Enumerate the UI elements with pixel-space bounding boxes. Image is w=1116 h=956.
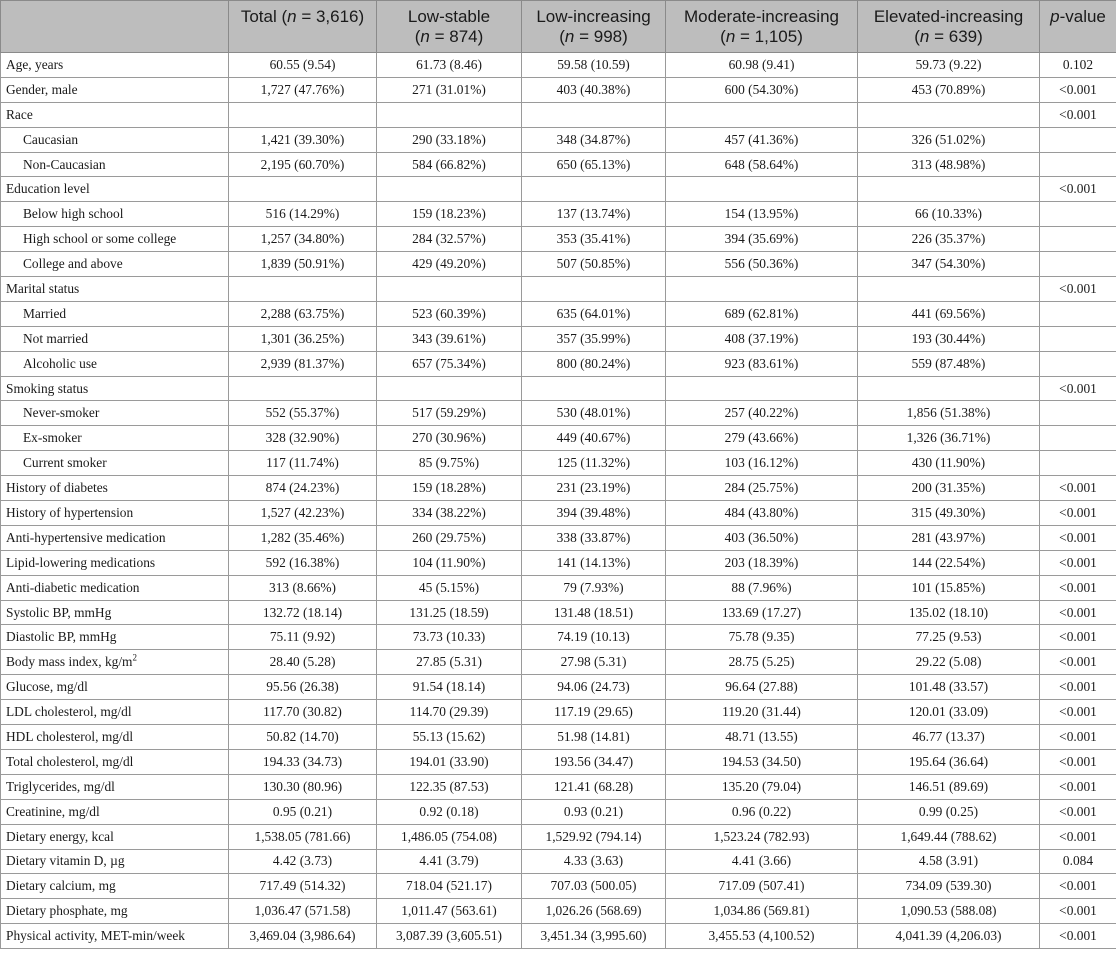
row-label: High school or some college [1, 227, 229, 252]
row-label: Dietary vitamin D, µg [1, 849, 229, 874]
value-cell: 117.19 (29.65) [522, 700, 666, 725]
value-cell: 154 (13.95%) [666, 202, 858, 227]
value-cell: 144 (22.54%) [858, 550, 1040, 575]
p-value-cell [1040, 326, 1116, 351]
value-cell: 0.92 (0.18) [377, 799, 522, 824]
value-cell: 516 (14.29%) [229, 202, 377, 227]
row-label: Alcoholic use [1, 351, 229, 376]
table-row [1, 725, 1116, 750]
value-cell: 117 (11.74%) [229, 451, 377, 476]
value-cell: 4.41 (3.79) [377, 849, 522, 874]
value-cell [377, 376, 522, 401]
header-group: Low-increasing (n = 998) [522, 1, 666, 53]
table-row [1, 102, 1116, 127]
table-row [1, 749, 1116, 774]
row-label: Triglycerides, mg/dl [1, 774, 229, 799]
table-row [1, 227, 1116, 252]
p-value-cell: <0.001 [1040, 102, 1116, 127]
row-label: Gender, male [1, 77, 229, 102]
value-cell: 88 (7.96%) [666, 575, 858, 600]
value-cell: 270 (30.96%) [377, 426, 522, 451]
value-cell [377, 177, 522, 202]
table-row [1, 824, 1116, 849]
value-cell [858, 177, 1040, 202]
value-cell: 73.73 (10.33) [377, 625, 522, 650]
table-header [1, 1, 1116, 53]
value-cell: 131.48 (18.51) [522, 600, 666, 625]
value-cell: 923 (83.61%) [666, 351, 858, 376]
value-cell: 60.55 (9.54) [229, 53, 377, 78]
value-cell [522, 376, 666, 401]
p-value-cell: <0.001 [1040, 725, 1116, 750]
value-cell: 584 (66.82%) [377, 152, 522, 177]
value-cell: 559 (87.48%) [858, 351, 1040, 376]
table-row [1, 774, 1116, 799]
value-cell: 4,041.39 (4,206.03) [858, 924, 1040, 949]
value-cell [522, 177, 666, 202]
value-cell: 279 (43.66%) [666, 426, 858, 451]
table-row [1, 277, 1116, 302]
value-cell: 101.48 (33.57) [858, 675, 1040, 700]
value-cell: 1,839 (50.91%) [229, 252, 377, 277]
value-cell: 46.77 (13.37) [858, 725, 1040, 750]
value-cell: 592 (16.38%) [229, 550, 377, 575]
table-row [1, 799, 1116, 824]
value-cell: 95.56 (26.38) [229, 675, 377, 700]
value-cell: 284 (25.75%) [666, 476, 858, 501]
value-cell: 133.69 (17.27) [666, 600, 858, 625]
value-cell [229, 177, 377, 202]
value-cell: 313 (8.66%) [229, 575, 377, 600]
value-cell: 4.41 (3.66) [666, 849, 858, 874]
table-row [1, 202, 1116, 227]
value-cell [666, 102, 858, 127]
table-row [1, 127, 1116, 152]
value-cell: 103 (16.12%) [666, 451, 858, 476]
p-value-cell: <0.001 [1040, 625, 1116, 650]
value-cell [858, 376, 1040, 401]
header-variable [1, 1, 229, 53]
value-cell: 552 (55.37%) [229, 401, 377, 426]
table-row [1, 899, 1116, 924]
p-value-cell [1040, 451, 1116, 476]
value-cell: 1,282 (35.46%) [229, 525, 377, 550]
value-cell: 517 (59.29%) [377, 401, 522, 426]
row-label: History of hypertension [1, 501, 229, 526]
p-value-cell: <0.001 [1040, 177, 1116, 202]
table-body [1, 53, 1116, 949]
value-cell: 117.70 (30.82) [229, 700, 377, 725]
value-cell: 3,455.53 (4,100.52) [666, 924, 858, 949]
row-label: LDL cholesterol, mg/dl [1, 700, 229, 725]
row-label: Physical activity, MET-min/week [1, 924, 229, 949]
value-cell: 0.96 (0.22) [666, 799, 858, 824]
table-row [1, 525, 1116, 550]
value-cell: 2,939 (81.37%) [229, 351, 377, 376]
value-cell: 718.04 (521.17) [377, 874, 522, 899]
p-value-cell: <0.001 [1040, 700, 1116, 725]
value-cell [666, 376, 858, 401]
p-value-cell: <0.001 [1040, 675, 1116, 700]
p-value-cell [1040, 227, 1116, 252]
value-cell: 507 (50.85%) [522, 252, 666, 277]
value-cell: 0.99 (0.25) [858, 799, 1040, 824]
value-cell: 194.53 (34.50) [666, 749, 858, 774]
value-cell: 104 (11.90%) [377, 550, 522, 575]
value-cell: 27.85 (5.31) [377, 650, 522, 675]
table-row [1, 550, 1116, 575]
value-cell: 27.98 (5.31) [522, 650, 666, 675]
value-cell: 430 (11.90%) [858, 451, 1040, 476]
table-row [1, 177, 1116, 202]
row-label: Glucose, mg/dl [1, 675, 229, 700]
value-cell: 200 (31.35%) [858, 476, 1040, 501]
p-value-cell: <0.001 [1040, 575, 1116, 600]
value-cell: 1,026.26 (568.69) [522, 899, 666, 924]
value-cell: 50.82 (14.70) [229, 725, 377, 750]
value-cell: 1,011.47 (563.61) [377, 899, 522, 924]
value-cell: 75.78 (9.35) [666, 625, 858, 650]
p-value-cell [1040, 401, 1116, 426]
table-row [1, 600, 1116, 625]
value-cell: 131.25 (18.59) [377, 600, 522, 625]
value-cell: 122.35 (87.53) [377, 774, 522, 799]
value-cell: 0.93 (0.21) [522, 799, 666, 824]
value-cell: 326 (51.02%) [858, 127, 1040, 152]
value-cell: 231 (23.19%) [522, 476, 666, 501]
value-cell: 338 (33.87%) [522, 525, 666, 550]
value-cell: 3,469.04 (3,986.64) [229, 924, 377, 949]
table-row [1, 924, 1116, 949]
value-cell: 193 (30.44%) [858, 326, 1040, 351]
value-cell: 1,649.44 (788.62) [858, 824, 1040, 849]
value-cell: 457 (41.36%) [666, 127, 858, 152]
p-value-cell: <0.001 [1040, 600, 1116, 625]
row-label: Not married [1, 326, 229, 351]
value-cell: 77.25 (9.53) [858, 625, 1040, 650]
header-row [1, 1, 1116, 53]
header-group: Moderate-increasing (n = 1,105) [666, 1, 858, 53]
value-cell: 403 (36.50%) [666, 525, 858, 550]
value-cell: 226 (35.37%) [858, 227, 1040, 252]
value-cell [377, 277, 522, 302]
value-cell: 1,527 (42.23%) [229, 501, 377, 526]
value-cell [377, 102, 522, 127]
table-row [1, 625, 1116, 650]
p-value-cell: 0.102 [1040, 53, 1116, 78]
row-label: Anti-hypertensive medication [1, 525, 229, 550]
row-label: Dietary calcium, mg [1, 874, 229, 899]
value-cell: 120.01 (33.09) [858, 700, 1040, 725]
value-cell: 137 (13.74%) [522, 202, 666, 227]
value-cell: 1,523.24 (782.93) [666, 824, 858, 849]
value-cell: 203 (18.39%) [666, 550, 858, 575]
value-cell: 347 (54.30%) [858, 252, 1040, 277]
value-cell: 556 (50.36%) [666, 252, 858, 277]
value-cell: 159 (18.28%) [377, 476, 522, 501]
table-row [1, 152, 1116, 177]
value-cell: 114.70 (29.39) [377, 700, 522, 725]
table-row [1, 501, 1116, 526]
value-cell: 874 (24.23%) [229, 476, 377, 501]
p-value-cell: <0.001 [1040, 924, 1116, 949]
row-label: Never-smoker [1, 401, 229, 426]
p-value-cell: <0.001 [1040, 501, 1116, 526]
row-label: Ex-smoker [1, 426, 229, 451]
value-cell: 3,451.34 (3,995.60) [522, 924, 666, 949]
value-cell: 484 (43.80%) [666, 501, 858, 526]
value-cell: 193.56 (34.47) [522, 749, 666, 774]
p-value-cell [1040, 426, 1116, 451]
value-cell: 1,529.92 (794.14) [522, 824, 666, 849]
value-cell: 717.09 (507.41) [666, 874, 858, 899]
header-total: Total (n = 3,616) [229, 1, 377, 53]
value-cell: 689 (62.81%) [666, 301, 858, 326]
header-pvalue: p-value [1040, 1, 1116, 53]
value-cell: 260 (29.75%) [377, 525, 522, 550]
value-cell [229, 277, 377, 302]
value-cell: 85 (9.75%) [377, 451, 522, 476]
row-label: Age, years [1, 53, 229, 78]
value-cell: 343 (39.61%) [377, 326, 522, 351]
value-cell [666, 277, 858, 302]
value-cell [858, 277, 1040, 302]
table-row [1, 376, 1116, 401]
value-cell: 334 (38.22%) [377, 501, 522, 526]
table-row [1, 650, 1116, 675]
value-cell: 135.02 (18.10) [858, 600, 1040, 625]
row-label: Caucasian [1, 127, 229, 152]
value-cell: 60.98 (9.41) [666, 53, 858, 78]
p-value-cell: <0.001 [1040, 77, 1116, 102]
value-cell: 159 (18.23%) [377, 202, 522, 227]
row-label: Anti-diabetic medication [1, 575, 229, 600]
value-cell: 59.73 (9.22) [858, 53, 1040, 78]
value-cell: 453 (70.89%) [858, 77, 1040, 102]
table-row [1, 476, 1116, 501]
value-cell: 55.13 (15.62) [377, 725, 522, 750]
table-row [1, 351, 1116, 376]
value-cell: 648 (58.64%) [666, 152, 858, 177]
value-cell: 315 (49.30%) [858, 501, 1040, 526]
value-cell: 1,486.05 (754.08) [377, 824, 522, 849]
value-cell [229, 376, 377, 401]
value-cell: 61.73 (8.46) [377, 53, 522, 78]
value-cell: 650 (65.13%) [522, 152, 666, 177]
table-row [1, 77, 1116, 102]
value-cell [522, 277, 666, 302]
p-value-cell: <0.001 [1040, 376, 1116, 401]
value-cell: 800 (80.24%) [522, 351, 666, 376]
row-label: Lipid-lowering medications [1, 550, 229, 575]
value-cell: 146.51 (89.69) [858, 774, 1040, 799]
p-value-cell: <0.001 [1040, 824, 1116, 849]
value-cell: 523 (60.39%) [377, 301, 522, 326]
value-cell: 284 (32.57%) [377, 227, 522, 252]
value-cell: 717.49 (514.32) [229, 874, 377, 899]
value-cell: 530 (48.01%) [522, 401, 666, 426]
row-label: Diastolic BP, mmHg [1, 625, 229, 650]
p-value-cell: <0.001 [1040, 277, 1116, 302]
value-cell: 734.09 (539.30) [858, 874, 1040, 899]
table-row [1, 575, 1116, 600]
value-cell: 1,326 (36.71%) [858, 426, 1040, 451]
value-cell: 2,288 (63.75%) [229, 301, 377, 326]
value-cell: 441 (69.56%) [858, 301, 1040, 326]
table-row [1, 700, 1116, 725]
value-cell: 51.98 (14.81) [522, 725, 666, 750]
value-cell: 281 (43.97%) [858, 525, 1040, 550]
row-label: Dietary phosphate, mg [1, 899, 229, 924]
row-label: Total cholesterol, mg/dl [1, 749, 229, 774]
p-value-cell: <0.001 [1040, 550, 1116, 575]
value-cell: 4.58 (3.91) [858, 849, 1040, 874]
value-cell: 1,034.86 (569.81) [666, 899, 858, 924]
table-row [1, 849, 1116, 874]
header-group: Elevated-increasing (n = 639) [858, 1, 1040, 53]
value-cell: 45 (5.15%) [377, 575, 522, 600]
value-cell: 394 (39.48%) [522, 501, 666, 526]
table-row [1, 301, 1116, 326]
header-group: Low-stable (n = 874) [377, 1, 522, 53]
value-cell: 290 (33.18%) [377, 127, 522, 152]
value-cell: 96.64 (27.88) [666, 675, 858, 700]
value-cell: 1,856 (51.38%) [858, 401, 1040, 426]
row-label: Systolic BP, mmHg [1, 600, 229, 625]
p-value-cell: <0.001 [1040, 799, 1116, 824]
value-cell: 195.64 (36.64) [858, 749, 1040, 774]
row-label: Marital status [1, 277, 229, 302]
value-cell: 4.33 (3.63) [522, 849, 666, 874]
value-cell: 394 (35.69%) [666, 227, 858, 252]
value-cell: 29.22 (5.08) [858, 650, 1040, 675]
p-value-cell [1040, 127, 1116, 152]
value-cell: 353 (35.41%) [522, 227, 666, 252]
row-label: Education level [1, 177, 229, 202]
value-cell: 194.01 (33.90) [377, 749, 522, 774]
p-value-cell: 0.084 [1040, 849, 1116, 874]
value-cell: 74.19 (10.13) [522, 625, 666, 650]
p-value-cell: <0.001 [1040, 774, 1116, 799]
value-cell: 132.72 (18.14) [229, 600, 377, 625]
p-value-cell: <0.001 [1040, 476, 1116, 501]
table-row [1, 252, 1116, 277]
value-cell [229, 102, 377, 127]
value-cell: 141 (14.13%) [522, 550, 666, 575]
p-value-cell: <0.001 [1040, 525, 1116, 550]
value-cell: 600 (54.30%) [666, 77, 858, 102]
p-value-cell [1040, 152, 1116, 177]
value-cell: 119.20 (31.44) [666, 700, 858, 725]
value-cell: 135.20 (79.04) [666, 774, 858, 799]
value-cell: 94.06 (24.73) [522, 675, 666, 700]
value-cell [522, 102, 666, 127]
value-cell: 101 (15.85%) [858, 575, 1040, 600]
value-cell: 28.75 (5.25) [666, 650, 858, 675]
value-cell: 1,090.53 (588.08) [858, 899, 1040, 924]
value-cell: 66 (10.33%) [858, 202, 1040, 227]
p-value-cell: <0.001 [1040, 650, 1116, 675]
row-label: Smoking status [1, 376, 229, 401]
p-value-cell: <0.001 [1040, 899, 1116, 924]
value-cell: 1,257 (34.80%) [229, 227, 377, 252]
value-cell: 1,727 (47.76%) [229, 77, 377, 102]
value-cell: 79 (7.93%) [522, 575, 666, 600]
value-cell: 4.42 (3.73) [229, 849, 377, 874]
value-cell: 635 (64.01%) [522, 301, 666, 326]
table-row [1, 53, 1116, 78]
value-cell [666, 177, 858, 202]
table-row [1, 451, 1116, 476]
value-cell: 3,087.39 (3,605.51) [377, 924, 522, 949]
row-label: College and above [1, 252, 229, 277]
value-cell: 91.54 (18.14) [377, 675, 522, 700]
table-row [1, 874, 1116, 899]
value-cell: 429 (49.20%) [377, 252, 522, 277]
p-value-cell [1040, 252, 1116, 277]
value-cell: 328 (32.90%) [229, 426, 377, 451]
row-label: Below high school [1, 202, 229, 227]
value-cell: 130.30 (80.96) [229, 774, 377, 799]
value-cell: 313 (48.98%) [858, 152, 1040, 177]
value-cell: 194.33 (34.73) [229, 749, 377, 774]
value-cell: 125 (11.32%) [522, 451, 666, 476]
p-value-cell [1040, 202, 1116, 227]
value-cell: 0.95 (0.21) [229, 799, 377, 824]
value-cell: 1,301 (36.25%) [229, 326, 377, 351]
p-value-cell [1040, 301, 1116, 326]
value-cell: 1,421 (39.30%) [229, 127, 377, 152]
value-cell: 59.58 (10.59) [522, 53, 666, 78]
value-cell [858, 102, 1040, 127]
value-cell: 271 (31.01%) [377, 77, 522, 102]
value-cell: 408 (37.19%) [666, 326, 858, 351]
row-label: Current smoker [1, 451, 229, 476]
value-cell: 357 (35.99%) [522, 326, 666, 351]
row-label: Dietary energy, kcal [1, 824, 229, 849]
value-cell: 707.03 (500.05) [522, 874, 666, 899]
value-cell: 1,036.47 (571.58) [229, 899, 377, 924]
value-cell: 2,195 (60.70%) [229, 152, 377, 177]
row-label: Creatinine, mg/dl [1, 799, 229, 824]
p-value-cell: <0.001 [1040, 749, 1116, 774]
value-cell: 1,538.05 (781.66) [229, 824, 377, 849]
value-cell: 449 (40.67%) [522, 426, 666, 451]
p-value-cell [1040, 351, 1116, 376]
row-label: HDL cholesterol, mg/dl [1, 725, 229, 750]
table-row [1, 426, 1116, 451]
p-value-cell: <0.001 [1040, 874, 1116, 899]
row-label: Married [1, 301, 229, 326]
table-row [1, 675, 1116, 700]
value-cell: 48.71 (13.55) [666, 725, 858, 750]
value-cell: 657 (75.34%) [377, 351, 522, 376]
row-label: Non-Caucasian [1, 152, 229, 177]
row-label: Race [1, 102, 229, 127]
value-cell: 257 (40.22%) [666, 401, 858, 426]
value-cell: 121.41 (68.28) [522, 774, 666, 799]
value-cell: 28.40 (5.28) [229, 650, 377, 675]
table-row [1, 326, 1116, 351]
row-label: Body mass index, $kg/m^2$ [1, 650, 229, 675]
value-cell: 348 (34.87%) [522, 127, 666, 152]
value-cell: 403 (40.38%) [522, 77, 666, 102]
value-cell: 75.11 (9.92) [229, 625, 377, 650]
table-row [1, 401, 1116, 426]
row-label: History of diabetes [1, 476, 229, 501]
